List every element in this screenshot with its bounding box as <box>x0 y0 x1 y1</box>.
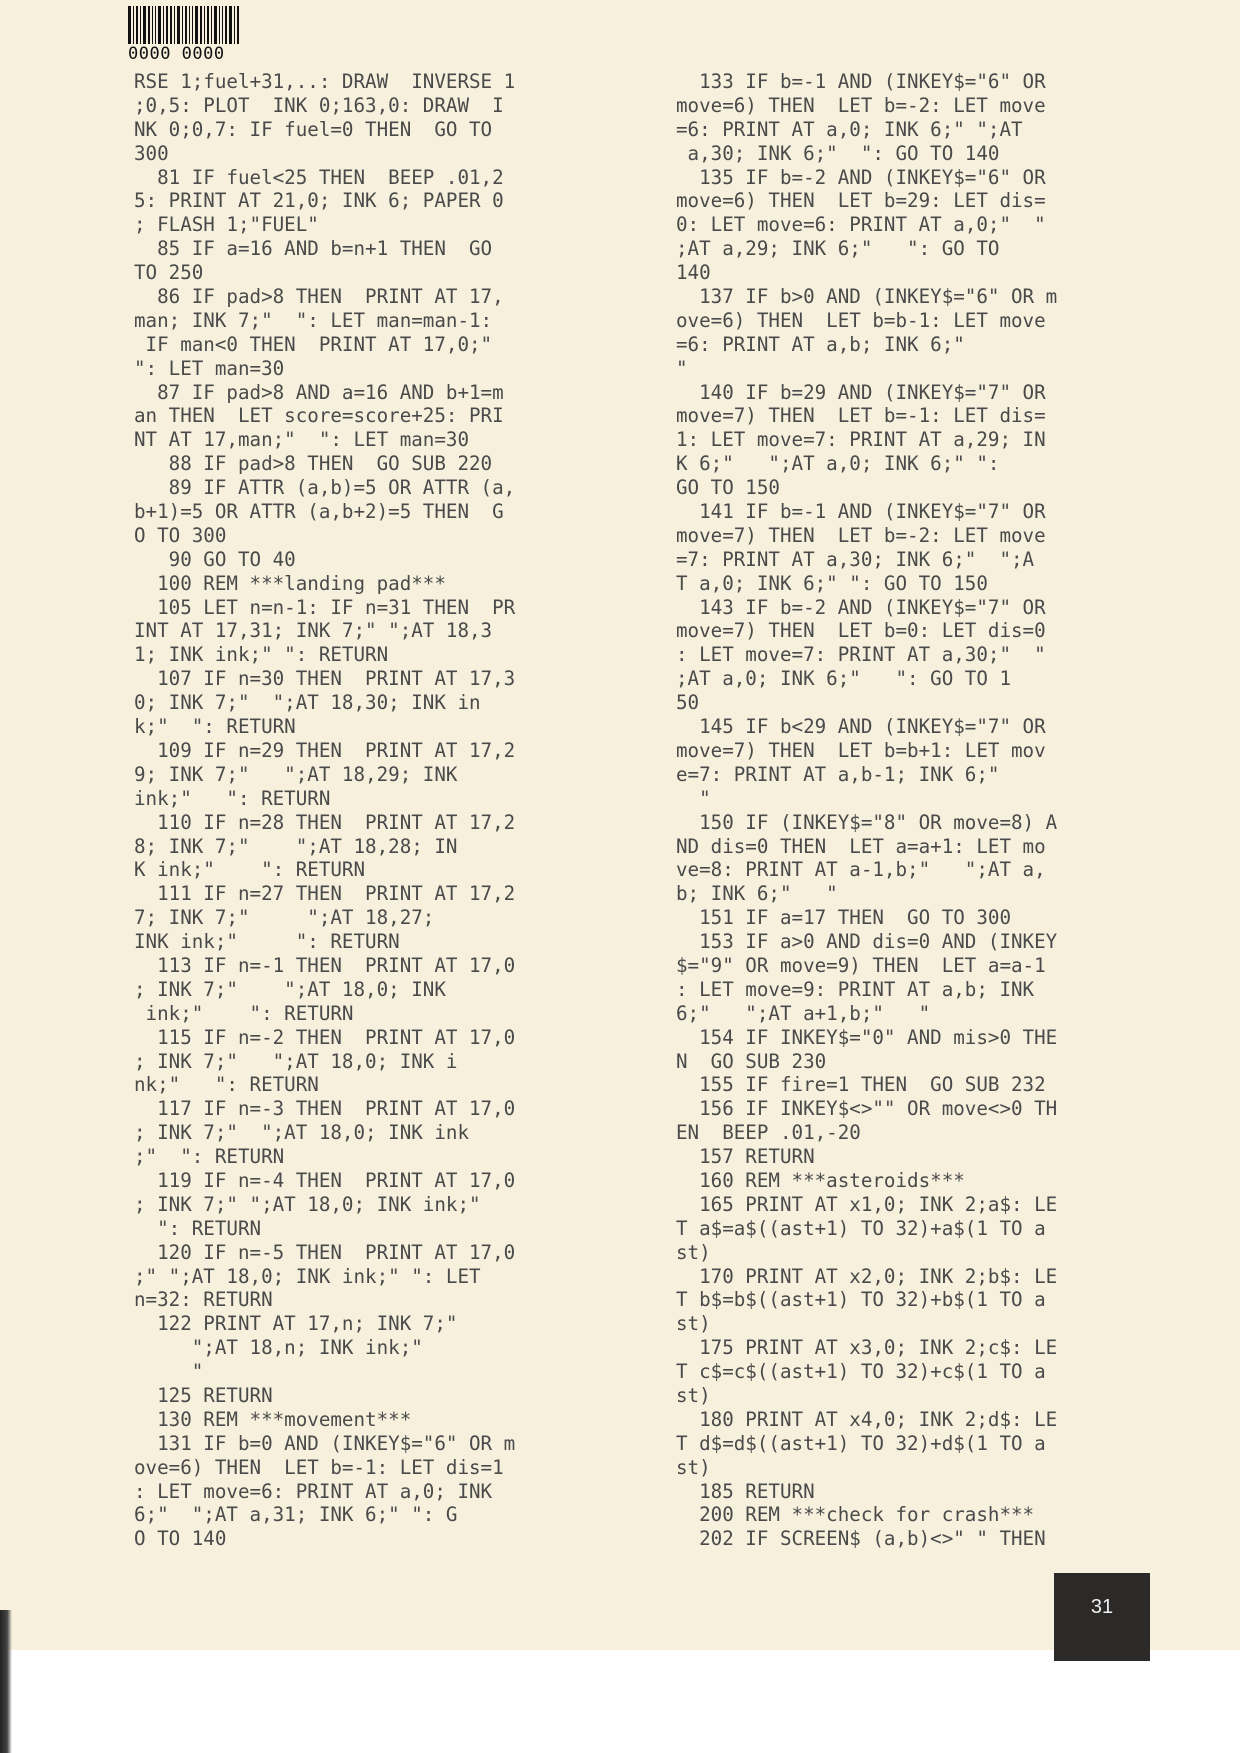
code-line: : LET move=9: PRINT AT a,b; INK <box>676 977 1035 1001</box>
code-line: ;AT a,29; INK 6;" ": GO TO <box>676 237 1000 261</box>
code-line: move=7) THEN LET b=-1: LET dis= <box>676 404 1046 428</box>
code-line: 87 IF pad>8 AND a=16 AND b+1=m <box>134 380 504 404</box>
code-line: k;" ": RETURN <box>134 715 296 739</box>
code-line: INK ink;" ": RETURN <box>134 930 400 954</box>
code-line: 137 IF b>0 AND (INKEY$="6" OR m <box>676 285 1058 309</box>
code-line: 143 IF b=-2 AND (INKEY$="7" OR <box>676 595 1046 619</box>
code-line: ;AT a,0; INK 6;" ": GO TO 1 <box>676 667 1012 691</box>
code-line: man; INK 7;" ": LET man=man-1: <box>134 308 493 332</box>
code-line: ink;" ": RETURN <box>134 1001 354 1025</box>
code-line: T b$=b$((ast+1) TO 32)+b$(1 TO a <box>676 1288 1046 1312</box>
code-line: 90 GO TO 40 <box>134 547 296 571</box>
code-line: NK 0;0,7: IF fuel=0 THEN GO TO <box>134 117 493 141</box>
code-line: 6;" ";AT a+1,b;" " <box>676 1001 931 1025</box>
code-line: 185 RETURN <box>676 1479 815 1503</box>
code-line: 140 IF b=29 AND (INKEY$="7" OR <box>676 380 1046 404</box>
code-line: b+1)=5 OR ATTR (a,b+2)=5 THEN G <box>134 500 504 524</box>
code-line: T a$=a$((ast+1) TO 32)+a$(1 TO a <box>676 1216 1046 1240</box>
code-line: T d$=d$((ast+1) TO 32)+d$(1 TO a <box>676 1431 1046 1455</box>
page-number: 31 <box>1054 1573 1150 1661</box>
code-line: 100 REM ***landing pad*** <box>134 571 446 595</box>
code-line: 140 <box>676 261 711 285</box>
code-line: 200 REM ***check for crash*** <box>676 1503 1035 1527</box>
code-line: K 6;" ";AT a,0; INK 6;" ": <box>676 452 1000 476</box>
scan-shadow <box>0 1610 12 1753</box>
code-line: 109 IF n=29 THEN PRINT AT 17,2 <box>134 738 516 762</box>
code-line: ; INK 7;" ";AT 18,0; INK ink;" <box>134 1192 481 1216</box>
code-line: move=6) THEN LET b=29: LET dis= <box>676 189 1046 213</box>
code-line: 50 <box>676 691 700 715</box>
code-line: 85 IF a=16 AND b=n+1 THEN GO <box>134 237 493 261</box>
code-line: 7; INK 7;" ";AT 18,27; <box>134 906 435 930</box>
code-line: a,30; INK 6;" ": GO TO 140 <box>676 141 1000 165</box>
code-line: 113 IF n=-1 THEN PRINT AT 17,0 <box>134 953 516 977</box>
code-line: O TO 140 <box>134 1527 227 1551</box>
code-line: 175 PRINT AT x3,0; INK 2;c$: LE <box>676 1336 1058 1360</box>
code-line: O TO 300 <box>134 523 227 547</box>
code-line: 8; INK 7;" ";AT 18,28; IN <box>134 834 458 858</box>
code-line: ; INK 7;" ";AT 18,0; INK i <box>134 1049 458 1073</box>
code-line: move=7) THEN LET b=b+1: LET mov <box>676 738 1046 762</box>
code-line: move=7) THEN LET b=-2: LET move <box>676 523 1046 547</box>
code-line: " <box>676 786 711 810</box>
code-line: ";AT 18,n; INK ink;" <box>134 1336 423 1360</box>
code-line: 155 IF fire=1 THEN GO SUB 232 <box>676 1073 1046 1097</box>
code-line: 157 RETURN <box>676 1145 815 1169</box>
code-line: 165 PRINT AT x1,0; INK 2;a$: LE <box>676 1192 1058 1216</box>
code-line: 150 IF (INKEY$="8" OR move=8) A <box>676 810 1058 834</box>
code-line: ; INK 7;" ";AT 18,0; INK <box>134 977 446 1001</box>
code-line: 154 IF INKEY$="0" AND mis>0 THE <box>676 1025 1058 1049</box>
code-line: move=7) THEN LET b=0: LET dis=0 <box>676 619 1046 643</box>
code-line: : LET move=7: PRINT AT a,30;" " <box>676 643 1046 667</box>
barcode-digits: 0000 0000 <box>128 44 265 64</box>
code-line: : LET move=6: PRINT AT a,0; INK <box>134 1479 493 1503</box>
code-line: ;0,5: PLOT INK 0;163,0: DRAW I <box>134 93 504 117</box>
code-line: RSE 1;fuel+31,..: DRAW INVERSE 1 <box>134 70 516 93</box>
code-line: ink;" ": RETURN <box>134 786 331 810</box>
code-line: 110 IF n=28 THEN PRINT AT 17,2 <box>134 810 516 834</box>
code-line: ove=6) THEN LET b=-1: LET dis=1 <box>134 1455 504 1479</box>
code-line: ove=6) THEN LET b=b-1: LET move <box>676 308 1046 332</box>
code-line: 125 RETURN <box>134 1383 273 1407</box>
code-line: move=6) THEN LET b=-2: LET move <box>676 93 1046 117</box>
code-line: =6: PRINT AT a,b; INK 6;" <box>676 332 965 356</box>
code-line: 1; INK ink;" ": RETURN <box>134 643 389 667</box>
code-line: ; FLASH 1;"FUEL" <box>134 213 319 237</box>
code-line: 119 IF n=-4 THEN PRINT AT 17,0 <box>134 1168 516 1192</box>
code-line: 5: PRINT AT 21,0; INK 6; PAPER 0 <box>134 189 504 213</box>
code-line: 1: LET move=7: PRINT AT a,29; IN <box>676 428 1046 452</box>
code-line: 133 IF b=-1 AND (INKEY$="6" OR <box>676 70 1046 93</box>
left-code-column <box>134 70 604 1551</box>
code-line: 107 IF n=30 THEN PRINT AT 17,3 <box>134 667 516 691</box>
code-line: EN BEEP .01,-20 <box>676 1121 861 1145</box>
code-line: K ink;" ": RETURN <box>134 858 366 882</box>
code-line: 111 IF n=27 THEN PRINT AT 17,2 <box>134 882 516 906</box>
code-line: 156 IF INKEY$<>"" OR move<>0 TH <box>676 1097 1058 1121</box>
code-line: 160 REM ***asteroids*** <box>676 1168 965 1192</box>
code-line: st) <box>676 1240 711 1264</box>
code-line: b; INK 6;" " <box>676 882 838 906</box>
code-line: GO TO 150 <box>676 476 780 500</box>
code-line: st) <box>676 1383 711 1407</box>
code-line: ve=8: PRINT AT a-1,b;" ";AT a, <box>676 858 1046 882</box>
code-line: ND dis=0 THEN LET a=a+1: LET mo <box>676 834 1046 858</box>
code-line: =6: PRINT AT a,0; INK 6;" ";AT <box>676 117 1023 141</box>
code-line: 135 IF b=-2 AND (INKEY$="6" OR <box>676 165 1046 189</box>
code-line: 9; INK 7;" ";AT 18,29; INK <box>134 762 458 786</box>
code-line: 153 IF a>0 AND dis=0 AND (INKEY <box>676 930 1058 954</box>
code-line: T a,0; INK 6;" ": GO TO 150 <box>676 571 988 595</box>
code-line: 130 REM ***movement*** <box>134 1407 412 1431</box>
code-line: 89 IF ATTR (a,b)=5 OR ATTR (a, <box>134 476 516 500</box>
code-line: n=32: RETURN <box>134 1288 273 1312</box>
code-line: ": RETURN <box>134 1216 262 1240</box>
code-line: ; INK 7;" ";AT 18,0; INK ink <box>134 1121 470 1145</box>
code-line: an THEN LET score=score+25: PRI <box>134 404 504 428</box>
code-line: 117 IF n=-3 THEN PRINT AT 17,0 <box>134 1097 516 1121</box>
code-line: ;" ";AT 18,0; INK ink;" ": LET <box>134 1264 481 1288</box>
code-line: st) <box>676 1312 711 1336</box>
code-line: INT AT 17,31; INK 7;" ";AT 18,3 <box>134 619 493 643</box>
code-line: st) <box>676 1455 711 1479</box>
code-line: e=7: PRINT AT a,b-1; INK 6;" <box>676 762 1000 786</box>
code-line: IF man<0 THEN PRINT AT 17,0;" <box>134 332 493 356</box>
code-line: 131 IF b=0 AND (INKEY$="6" OR m <box>134 1431 516 1455</box>
code-line: 170 PRINT AT x2,0; INK 2;b$: LE <box>676 1264 1058 1288</box>
code-line: 300 <box>134 141 169 165</box>
code-line: ": LET man=30 <box>134 356 285 380</box>
code-line: 141 IF b=-1 AND (INKEY$="7" OR <box>676 500 1046 524</box>
barcode <box>128 6 265 62</box>
code-line: 202 IF SCREEN$ (a,b)<>" " THEN <box>676 1527 1046 1551</box>
code-line: TO 250 <box>134 261 204 285</box>
code-line: 86 IF pad>8 THEN PRINT AT 17, <box>134 285 504 309</box>
code-line: ;" ": RETURN <box>134 1145 285 1169</box>
code-line: 6;" ";AT a,31; INK 6;" ": G <box>134 1503 458 1527</box>
code-line: 105 LET n=n-1: IF n=31 THEN PR <box>134 595 516 619</box>
code-line: 88 IF pad>8 THEN GO SUB 220 <box>134 452 493 476</box>
code-line: $="9" OR move=9) THEN LET a=a-1 <box>676 953 1046 977</box>
code-line: " <box>676 356 688 380</box>
code-line: 0: LET move=6: PRINT AT a,0;" " <box>676 213 1046 237</box>
code-line: 115 IF n=-2 THEN PRINT AT 17,0 <box>134 1025 516 1049</box>
code-line: " <box>134 1360 204 1384</box>
code-line: nk;" ": RETURN <box>134 1073 319 1097</box>
code-line: 122 PRINT AT 17,n; INK 7;" <box>134 1312 458 1336</box>
code-line: NT AT 17,man;" ": LET man=30 <box>134 428 470 452</box>
code-line: 120 IF n=-5 THEN PRINT AT 17,0 <box>134 1240 516 1264</box>
code-line: 180 PRINT AT x4,0; INK 2;d$: LE <box>676 1407 1058 1431</box>
right-code-column <box>676 70 1146 1551</box>
code-line: 0; INK 7;" ";AT 18,30; INK in <box>134 691 481 715</box>
code-line: 151 IF a=17 THEN GO TO 300 <box>676 906 1012 930</box>
code-line: N GO SUB 230 <box>676 1049 827 1073</box>
code-line: T c$=c$((ast+1) TO 32)+c$(1 TO a <box>676 1360 1046 1384</box>
scan-margin <box>0 1650 1240 1753</box>
code-line: 81 IF fuel<25 THEN BEEP .01,2 <box>134 165 504 189</box>
code-line: 145 IF b<29 AND (INKEY$="7" OR <box>676 715 1046 739</box>
code-line: =7: PRINT AT a,30; INK 6;" ";A <box>676 547 1035 571</box>
